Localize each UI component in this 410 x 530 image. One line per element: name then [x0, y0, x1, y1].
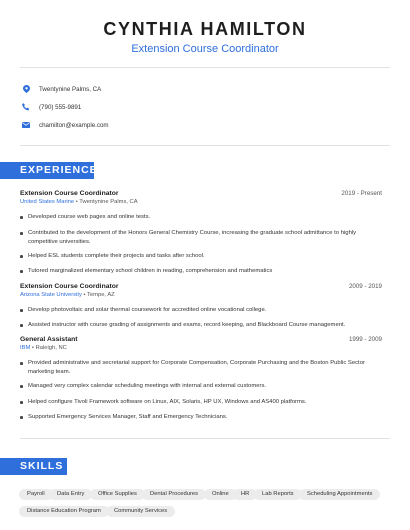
contact-email: [22, 121, 109, 129]
bullet-item: Provided administrative and secretarial support for Corporate Compensation, Corporate Purchasing and the Boston Public Sector marketing team.: [28, 359, 382, 376]
job-title: Extension Course Coordinator: [20, 283, 119, 290]
experience-divider: [20, 438, 390, 439]
skill-chip: Dental Procedures: [142, 489, 206, 500]
mail-icon: [22, 121, 30, 129]
section-experience-heading: EXPERIENCE: [0, 162, 94, 179]
job-dates: 2009 - 2019: [348, 283, 382, 290]
job-entry-2: [20, 283, 382, 328]
map-pin-icon: [22, 85, 30, 93]
skill-chip: Scheduling Appointments: [299, 489, 380, 500]
job-meta: IBM • Raleigh, NC: [20, 345, 67, 351]
contact-divider: [20, 145, 390, 146]
bullet-item: Contributed to the development of the Honors General Chemistry Course, increasing the graduate school admittance to highly competitive universities.: [28, 229, 382, 246]
job-meta: Arizona State University • Tempe, AZ: [20, 292, 115, 298]
candidate-name: CYNTHIA HAMILTON: [103, 19, 307, 39]
phone-icon: [22, 103, 30, 111]
job-dates: 1999 - 2009: [348, 336, 382, 343]
skill-chip: Payroll: [19, 489, 53, 500]
job-entry-1: [20, 190, 382, 274]
email-text[interactable]: chamilton@example.com: [39, 121, 109, 129]
job-title: General Assistant: [20, 336, 78, 343]
bullet-item: Supported Emergency Services Manager, Staff and Emergency Technicians.: [28, 413, 382, 422]
candidate-title: Extension Course Coordinator: [131, 43, 279, 55]
job-company: Arizona State University: [20, 292, 82, 298]
bullet-item: Helped ESL students complete their projects and tasks after school.: [28, 252, 382, 261]
bullet-item: Helped configure Tivoli Framework software on Linux, AIX, Solaris, HP UX, Windows and AS400 platforms.: [28, 398, 382, 407]
job-company: United States Marine: [20, 199, 75, 205]
skill-chip: HR: [233, 489, 257, 500]
job-location: Tempe, AZ: [87, 292, 115, 298]
resume-header: [0, 0, 410, 56]
section-skills-heading: SKILLS: [0, 458, 67, 475]
job-location: Twentynine Palms, CA: [79, 199, 138, 205]
job-company: IBM: [20, 345, 31, 351]
job-title: Extension Course Coordinator: [20, 190, 119, 197]
job-entry-3: [20, 336, 382, 420]
skill-chip: Online: [204, 489, 237, 500]
skill-chip: Lab Reports: [254, 489, 302, 500]
header-divider: [20, 67, 390, 68]
skill-chip: Data Entry: [49, 489, 92, 500]
bullet-item: Tutored marginalized elementary school children in reading, comprehension and mathematics: [28, 267, 382, 276]
bullet-item: Managed very complex calendar scheduling meetings with internal and external customers.: [28, 382, 382, 391]
skill-chip: Community Services: [106, 506, 175, 517]
bullet-item: Assisted instructor with course grading of assignments and exams, record keeping, and Blackboard Course management.: [28, 321, 382, 330]
bullet-item: Develop photovoltaic and solar thermal coursework for accredited online vocational college.: [28, 306, 382, 315]
contact-location: [22, 85, 101, 93]
contact-phone: [22, 103, 81, 111]
job-location: Raleigh, NC: [35, 345, 67, 351]
job-meta: United States Marine • Twentynine Palms, CA: [20, 199, 138, 205]
skill-chip: Distance Education Program: [19, 506, 109, 517]
bullet-item: Developed course web pages and online tests.: [28, 213, 382, 222]
job-dates: 2019 - Present: [341, 190, 382, 197]
skill-chip: Office Supplies: [90, 489, 145, 500]
phone-text[interactable]: (790) 555-9891: [39, 103, 82, 111]
location-text: Twentynine Palms, CA: [39, 85, 102, 93]
